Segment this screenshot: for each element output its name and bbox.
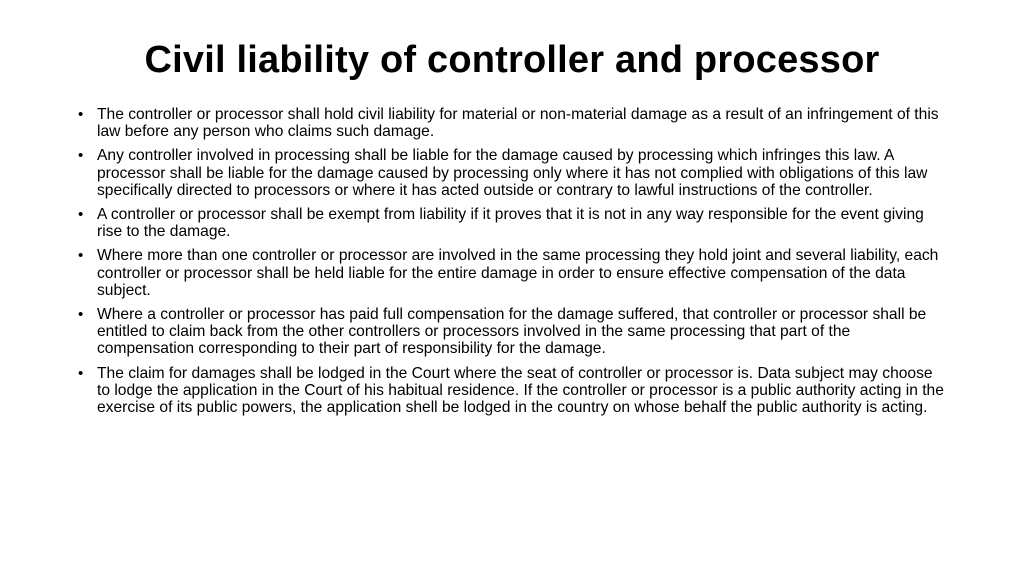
slide-title: Civil liability of controller and processor [144,39,880,81]
bullet-text: A controller or processor shall be exempt from liability if it proves that it is not in any way responsible for the event giving rise to the damage. [97,206,924,241]
bullet-dot-icon: • [78,306,84,324]
bullet-item [78,306,946,358]
bullet-list [78,106,946,423]
bullet-text: Where a controller or processor has paid full compensation for the damage suffered, that controller or processor shall be entitled to claim back from the other controllers or processors involved in the same processing that part of the compensation corresponding to their part of responsibility for the damage. [97,306,927,358]
bullet-item [78,206,946,240]
bullet-item [78,106,946,140]
bullet-dot-icon: • [78,147,84,165]
bullet-dot-icon: • [78,106,84,123]
bullet-item [78,247,946,299]
bullet-dot-icon: • [78,364,84,382]
bullet-text: The claim for damages shall be lodged in the Court where the seat of controller or processor is. Data subject may choose to lodge the application in the Court of his habitual residence. If the controller or processor is a public authority acting in the exercise of its public powers, the application shell be lodged in the country on whose behalf the public authority is acting. [97,364,944,417]
bullet-dot-icon: • [78,247,84,265]
bullet-text: The controller or processor shall hold civil liability for material or non-material damage as a result of an infringement of this law before any person who claims such damage. [97,106,939,141]
bullet-item [78,147,946,199]
bullet-text: Any controller involved in processing shall be liable for the damage caused by processing which infringes this law. A processor shall be liable for the damage caused by processing only where it has not complied with obligations of this law specifically directed to processors or where it has acted outside or contrary to lawful instructions of the controller. [97,147,928,199]
bullet-text: Where more than one controller or processor are involved in the same processing they hold joint and several liability, each controller or processor shall be held liable for the entire damage in order to ensure effective compensation of the data subject. [97,247,939,299]
bullet-item [78,365,946,417]
bullet-dot-icon: • [78,206,84,224]
